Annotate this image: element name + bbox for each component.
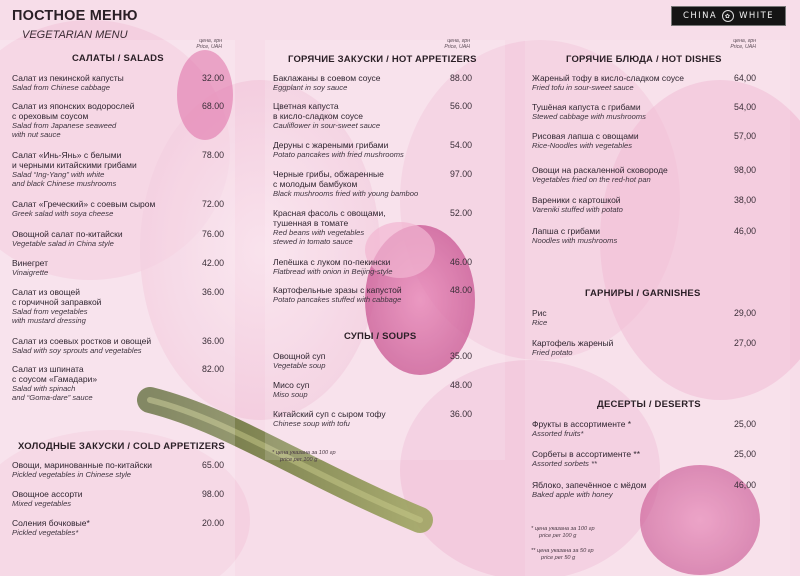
menu-item-price: 52.00 [449, 208, 472, 218]
menu-item-name-ru: Овощной салат по-китайски [12, 229, 123, 239]
menu-item-name-ru: Салат из соевых ростков и овощей [12, 336, 152, 346]
menu-item [273, 169, 418, 198]
menu-item-price: 56.00 [449, 101, 472, 111]
menu-item-name-ru: Салат из пекинской капусты [12, 73, 124, 83]
menu-item-price: 82.00 [201, 364, 224, 374]
menu-item [532, 226, 617, 245]
menu-subtitle: VEGETARIAN MENU [22, 29, 128, 41]
section-title-salads: САЛАТЫ / SALADS [72, 53, 164, 64]
menu-item-price: 54.00 [449, 140, 472, 150]
menu-item-name-ru: Мисо суп [273, 380, 310, 390]
price-header-ru: цена, грн [733, 38, 756, 44]
menu-item [12, 518, 90, 537]
menu-item [532, 73, 684, 92]
menu-item [12, 229, 123, 248]
menu-item-name-en: Salad “Ing-Yang” with white [12, 170, 105, 179]
menu-item [12, 364, 97, 402]
menu-item-name-ru: Картофельные зразы с капустой [273, 285, 402, 295]
menu-item-name-ru: Деруны с жареными грибами [273, 140, 389, 150]
menu-item-price: 78.00 [201, 150, 224, 160]
menu-item-price: 48.00 [449, 380, 472, 390]
menu-item-price: 20.00 [201, 518, 224, 528]
menu-item [12, 73, 124, 92]
menu-item [532, 131, 639, 150]
menu-item-price: 36.00 [201, 287, 224, 297]
menu-item-name-ru: тушенная в томате [273, 218, 349, 228]
menu-item [12, 150, 137, 188]
menu-item-price: 46,00 [733, 480, 756, 490]
price-header-ru: цена, грн [199, 38, 222, 44]
price-header-ru: цена, грн [447, 38, 470, 44]
menu-item-name-en: Fried potato [532, 348, 573, 357]
menu-item-name-ru: и черными китайскими грибами [12, 160, 137, 170]
menu-item-price: 57,00 [733, 131, 756, 141]
menu-item-price: 36.00 [201, 336, 224, 346]
menu-item-name-en: Noodles with mushrooms [532, 236, 618, 245]
menu-item [273, 380, 309, 399]
menu-item-name-ru: Салат «Греческий» с соевым сыром [12, 199, 156, 209]
menu-item [12, 101, 134, 139]
menu-item-name-ru: Фрукты в ассортименте * [532, 419, 632, 429]
menu-item-name-en: Salad with spinach [12, 384, 76, 393]
menu-item-name-en: Vegetable salad in China style [12, 239, 114, 248]
menu-item [532, 308, 547, 327]
menu-item-name-ru: Овощи на раскаленной сковороде [532, 165, 668, 175]
menu-item-name-en: Salad from Japanese seaweed [12, 121, 117, 130]
menu-item-name-en: Pickled vegetables* [12, 528, 79, 537]
menu-item [273, 409, 386, 428]
section-title-cold-appetizers: ХОЛОДНЫЕ ЗАКУСКИ / COLD APPETIZERS [18, 441, 225, 452]
menu-item [12, 258, 48, 277]
menu-item-name-en: with mustard dressing [12, 316, 86, 325]
menu-item-name-en: Vegetables fried on the red-hot pan [532, 175, 651, 184]
menu-item [273, 208, 386, 246]
menu-item-name-ru: Салат из овощей [12, 287, 80, 297]
logo-text-left: CHINA [683, 11, 718, 21]
menu-item-name-en: Red beans with vegetables [273, 228, 365, 237]
menu-item [273, 257, 392, 276]
menu-item-name-en: Potato pancakes stuffed with cabbage [273, 295, 402, 304]
menu-item [12, 460, 152, 479]
menu-item-name-en: Fried tofu in sour-sweet sauce [532, 83, 634, 92]
section-title-hot-appetizers: ГОРЯЧИЕ ЗАКУСКИ / HOT APPETIZERS [288, 54, 477, 65]
note-line: price per 50 g [541, 555, 576, 561]
section-title-hot-dishes: ГОРЯЧИЕ БЛЮДА / HOT DISHES [566, 54, 722, 65]
menu-item-name-ru: Вареники с картошкой [532, 195, 621, 205]
menu-item-name-en: Eggplant in soy sauce [273, 83, 348, 92]
menu-item [532, 165, 668, 184]
menu-item-name-ru: Соления бочковые* [12, 518, 90, 528]
menu-item-price: 98.00 [201, 489, 224, 499]
menu-item-name-ru: Сорбеты в ассортименте ** [532, 449, 641, 459]
menu-item-name-ru: Картофель жареный [532, 338, 614, 348]
menu-item-name-en: Rice-Noodles with vegetables [532, 141, 633, 150]
menu-item-name-en: Salad with soy sprouts and vegetables [12, 346, 142, 355]
menu-item-price: 46.00 [449, 257, 472, 267]
note-line: price per 100 g [280, 457, 318, 463]
menu-item-name-ru: Тушёная капуста с грибами [532, 102, 641, 112]
soups-note [272, 450, 336, 464]
section-title-desserts: ДЕСЕРТЫ / DESERTS [597, 399, 701, 410]
menu-item-name-ru: Салат из японских водорослей [12, 101, 135, 111]
menu-item-price: 65.00 [201, 460, 224, 470]
menu-item-name-ru: Жареный тофу в кисло-сладком соусе [532, 73, 685, 83]
menu-item [12, 336, 151, 355]
menu-item-price: 64,00 [733, 73, 756, 83]
menu-item [273, 285, 402, 304]
price-header-en: Price, UAH [730, 44, 756, 50]
menu-item-price: 36.00 [449, 409, 472, 419]
menu-item-price: 76.00 [201, 229, 224, 239]
menu-item-name-ru: Рисовая лапша с овощами [532, 131, 639, 141]
menu-item-price: 97.00 [449, 169, 472, 179]
menu-item-name-en: Assorted sorbets ** [532, 459, 597, 468]
menu-item-name-en: Black mushrooms fried with young bamboo [273, 189, 419, 198]
menu-item [12, 489, 83, 508]
menu-item-name-en: Salad from Chinese cabbage [12, 83, 110, 92]
menu-item-name-en: Greek salad with soya cheese [12, 209, 114, 218]
desserts-note-1 [531, 526, 595, 540]
menu-item-name-en: and “Goma-dare” sauce [12, 393, 93, 402]
menu-item-price: 46,00 [733, 226, 756, 236]
menu-item-name-en: Cauliflower in sour-sweet sauce [273, 121, 381, 130]
section-title-soups: СУПЫ / SOUPS [344, 331, 417, 342]
menu-item [273, 73, 381, 92]
menu-item-name-ru: с соусом «Гамадари» [12, 374, 98, 384]
desserts-note-2 [531, 548, 594, 562]
menu-item-name-en: Miso soup [273, 390, 308, 399]
menu-item [273, 140, 404, 159]
logo-emblem-icon: ✿ [722, 10, 734, 22]
menu-item-name-ru: Китайский суп с сыром тофу [273, 409, 386, 419]
note-line: * цена указана за 100 гр [531, 526, 595, 532]
section-title-garnishes: ГАРНИРЫ / GARNISHES [585, 288, 701, 299]
price-header-en: Price, UAH [444, 44, 470, 50]
menu-item-name-ru: Цветная капуста [273, 101, 339, 111]
menu-item-name-ru: Овощной суп [273, 351, 326, 361]
menu-item-name-ru: Овощи, маринованные по-китайски [12, 460, 153, 470]
menu-item-price: 38,00 [733, 195, 756, 205]
menu-item-name-en: stewed in tomato sauce [273, 237, 353, 246]
menu-item-name-ru: Баклажаны в соевом соусе [273, 73, 381, 83]
menu-item-name-en: Baked apple with honey [532, 490, 613, 499]
menu-item-price: 35.00 [449, 351, 472, 361]
menu-item-name-ru: с ореховым соусом [12, 111, 89, 121]
menu-item-name-ru: Лапша с грибами [532, 226, 600, 236]
price-header-en: Price, UAH [196, 44, 222, 50]
menu-item-price: 27,00 [733, 338, 756, 348]
menu-item [532, 449, 640, 468]
menu-item-price: 88.00 [449, 73, 472, 83]
menu-item [532, 480, 646, 499]
menu-item [532, 102, 646, 121]
menu-item-name-en: Mixed vegetables [12, 499, 72, 508]
menu-item [532, 338, 613, 357]
note-line: price per 100 g [539, 533, 577, 539]
menu-item-name-en: Vegetable soup [273, 361, 326, 370]
china-white-logo [671, 6, 786, 26]
menu-item [12, 287, 101, 325]
menu-item-name-ru: в кисло-сладком соусе [273, 111, 363, 121]
menu-item-name-en: Salad from vegetables [12, 307, 88, 316]
menu-item [532, 195, 623, 214]
menu-item-name-ru: Салат «Инь-Янь» с белыми [12, 150, 122, 160]
menu-item-name-ru: Рис [532, 308, 547, 318]
menu-item-name-ru: Красная фасоль с овощами, [273, 208, 386, 218]
menu-title: ПОСТНОЕ МЕНЮ [12, 8, 138, 24]
menu-item-price: 72.00 [201, 199, 224, 209]
menu-item-price: 25,00 [733, 449, 756, 459]
menu-item-price: 32.00 [201, 73, 224, 83]
menu-item [273, 101, 380, 130]
menu-item-price: 25,00 [733, 419, 756, 429]
menu-item-name-en: Rice [532, 318, 548, 327]
menu-item-name-en: Assorted fruits* [532, 429, 584, 438]
menu-item-name-ru: Винегрет [12, 258, 49, 268]
menu-item-name-en: Vareniki stuffed with potato [532, 205, 623, 214]
menu-item-name-ru: Салат из шпината [12, 364, 84, 374]
menu-item-name-en: and black Chinese mushrooms [12, 179, 117, 188]
price-header [434, 38, 470, 50]
logo-text-right: WHITE [739, 11, 774, 21]
menu-item-name-en: Chinese soup with tofu [273, 419, 350, 428]
menu-item-name-en: Stewed cabbage with mushrooms [532, 112, 646, 121]
menu-item-name-ru: Овощное ассорти [12, 489, 83, 499]
menu-item-name-ru: Лепёшка с луком по-пекински [273, 257, 391, 267]
menu-item-name-en: Pickled vegetables in Chinese style [12, 470, 132, 479]
menu-item-price: 42.00 [201, 258, 224, 268]
menu-item-name-ru: с молодым бамбуком [273, 179, 358, 189]
menu-item [12, 199, 155, 218]
menu-item [273, 351, 326, 370]
menu-item-name-en: with nut sauce [12, 130, 61, 139]
menu-item-name-ru: с горчичной заправкой [12, 297, 102, 307]
menu-item-price: 68.00 [201, 101, 224, 111]
note-line: * цена указана за 100 гр [272, 450, 336, 456]
menu-item-price: 48.00 [449, 285, 472, 295]
menu-item-name-en: Potato pancakes with fried mushrooms [273, 150, 404, 159]
price-header [720, 38, 756, 50]
note-line: ** цена указана за 50 гр [531, 548, 594, 554]
menu-item-price: 98,00 [733, 165, 756, 175]
menu-item [532, 419, 631, 438]
menu-item-name-en: Vinaigrette [12, 268, 49, 277]
menu-item-name-ru: Черные грибы, обжаренные [273, 169, 384, 179]
menu-item-name-en: Flatbread with onion in Beijing-style [273, 267, 393, 276]
menu-item-name-ru: Яблоко, запечённое с мёдом [532, 480, 647, 490]
menu-item-price: 54,00 [733, 102, 756, 112]
price-header [186, 38, 222, 50]
menu-item-price: 29,00 [733, 308, 756, 318]
